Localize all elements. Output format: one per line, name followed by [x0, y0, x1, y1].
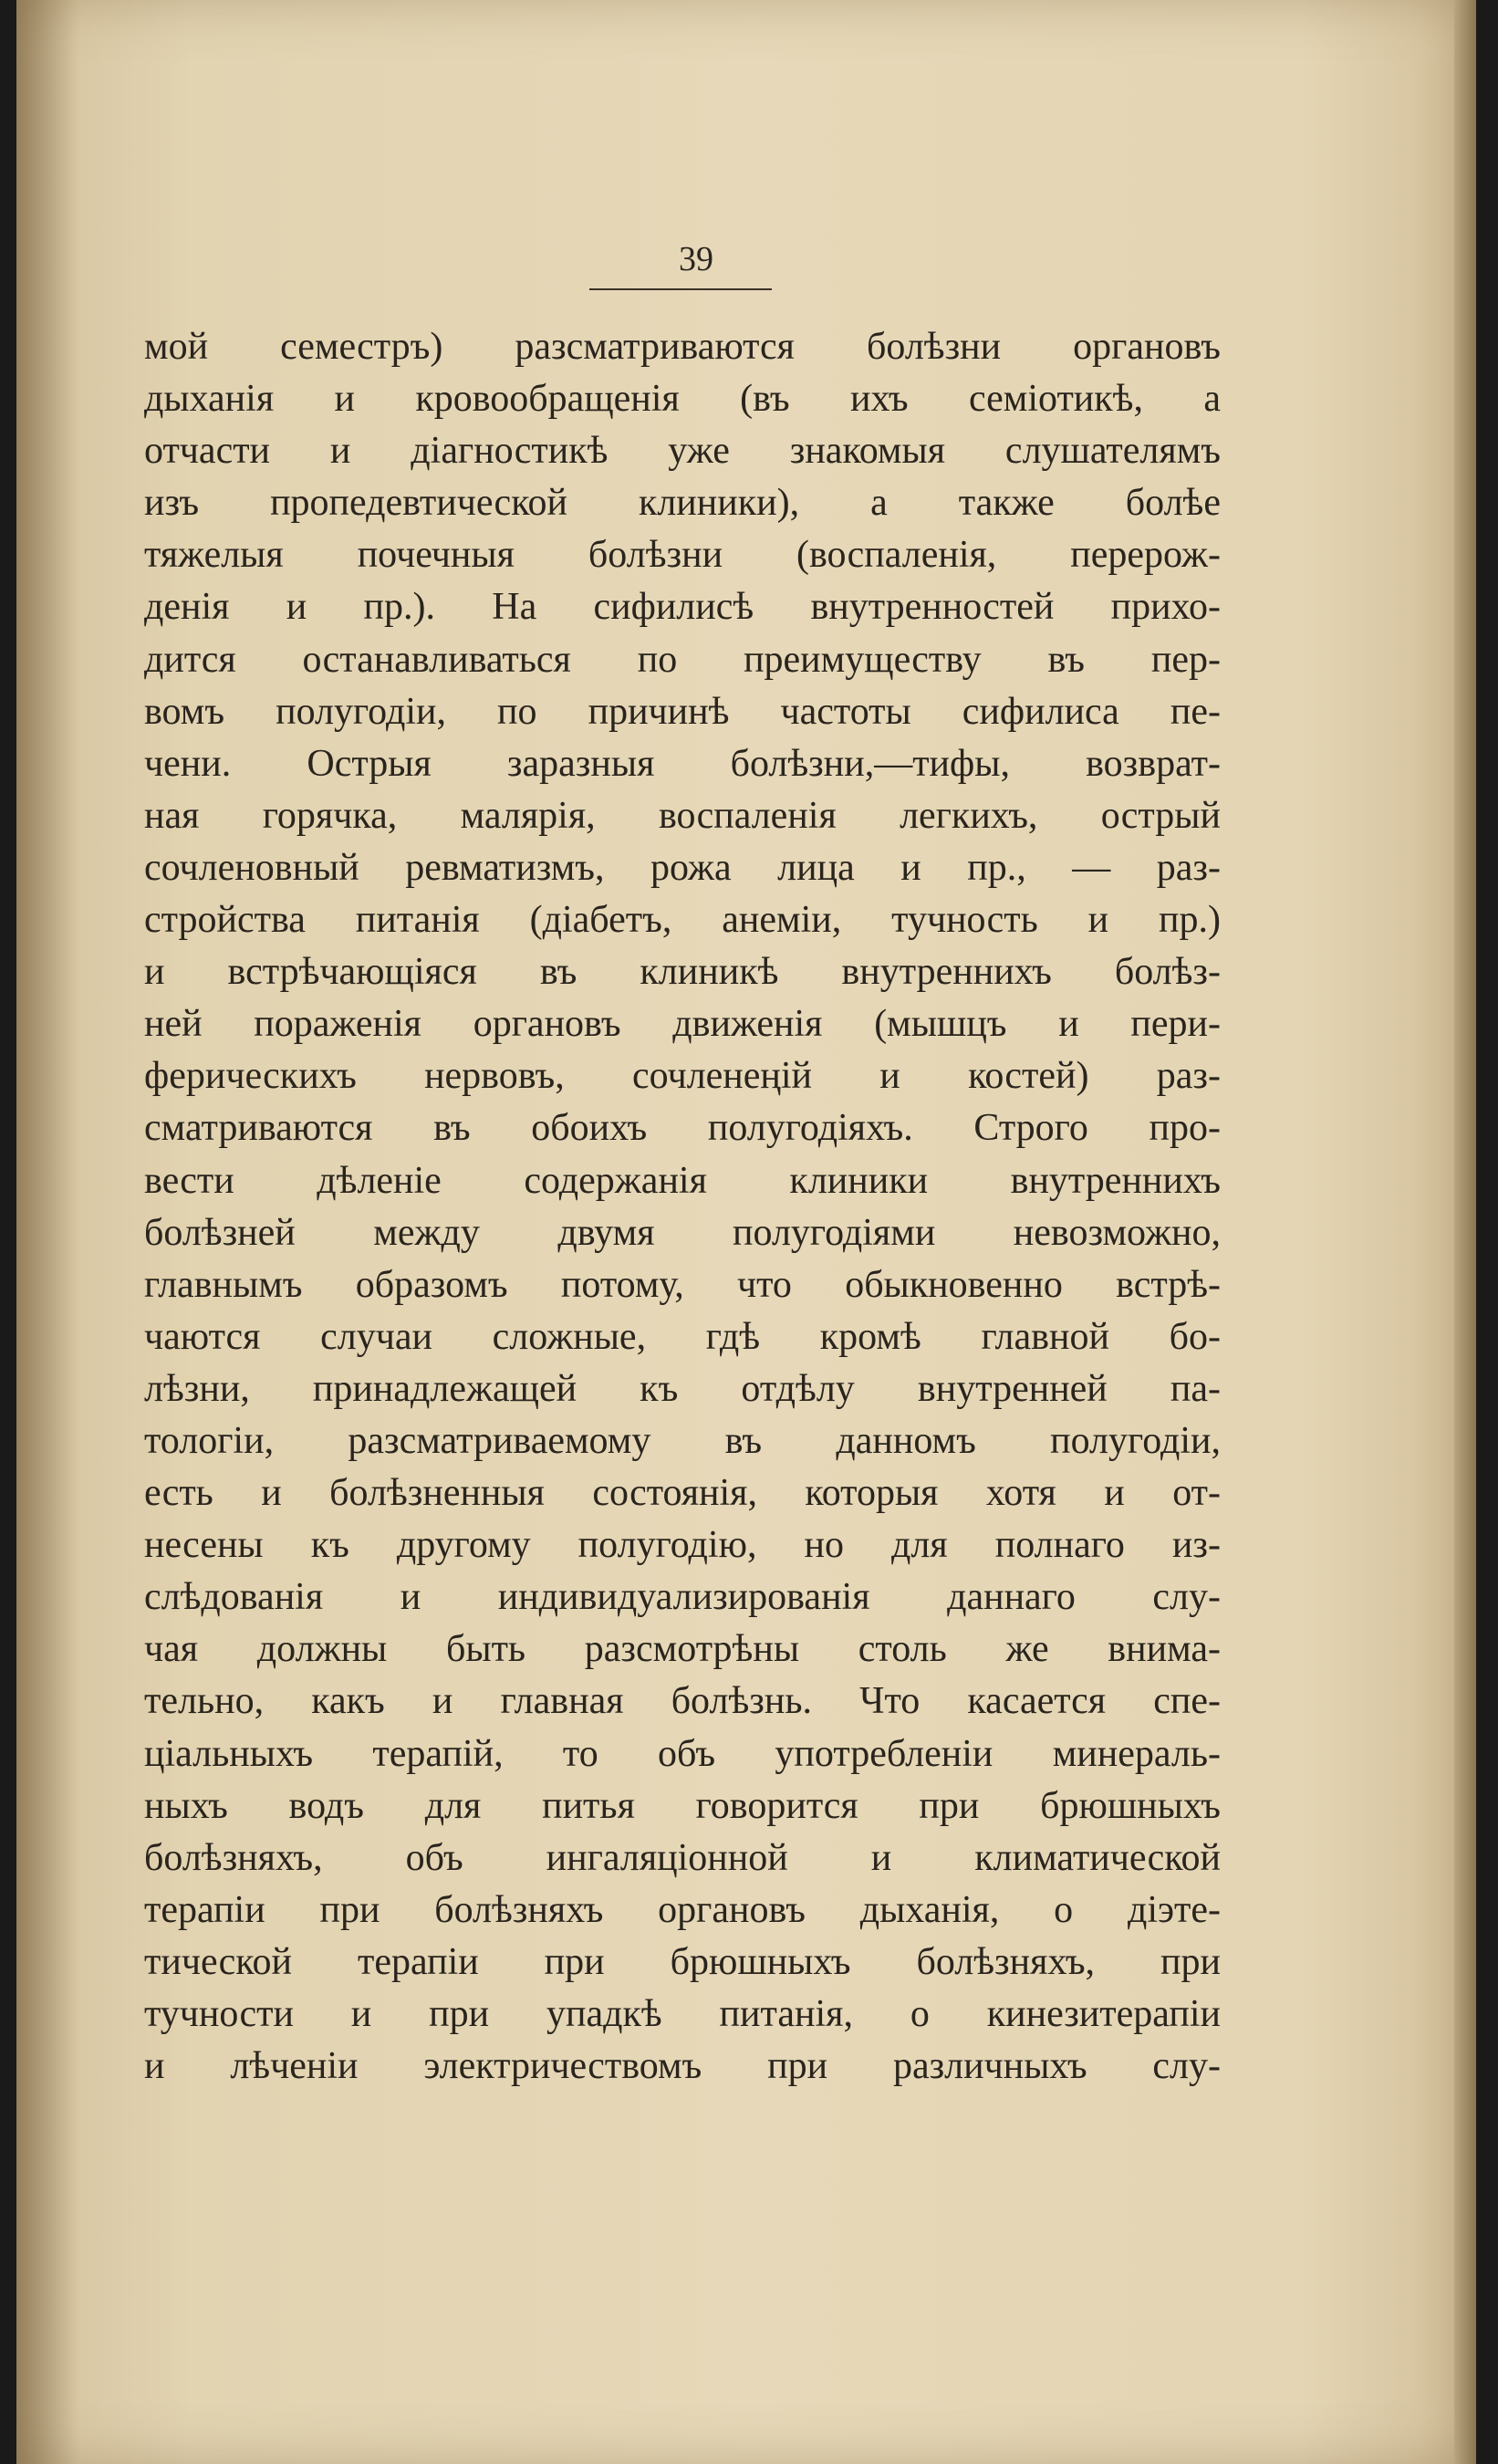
text-line: сочленовный ревматизмъ, рожа лица и пр., — раз- — [144, 846, 1221, 889]
text-line: чаются случаи сложные, гдѣ кромѣ главной бо- — [144, 1315, 1221, 1358]
text-line: лѣзни, принадлежащей къ отдѣлу внутренней па- — [144, 1367, 1221, 1410]
text-line: ціальныхъ терапій, то объ употребленіи минераль- — [144, 1732, 1221, 1775]
text-line: тельно, какъ и главная болѣзнь. Что касается спе- — [144, 1680, 1221, 1723]
binding-shadow — [16, 0, 80, 2464]
text-line: изъ пропедевтической клиники), а также болѣе — [144, 482, 1221, 525]
text-line: болѣзней между двумя полугодіями невозможно, — [144, 1211, 1221, 1254]
text-line: дыханія и кровообращенія (въ ихъ семіотикѣ, а — [144, 378, 1221, 421]
text-line: отчасти и діагностикѣ уже знакомыя слушателямъ — [144, 430, 1221, 473]
text-line: мой семестръ) разсматриваются болѣзни органовъ — [144, 326, 1221, 368]
text-line: чени. Острыя заразныя болѣзни,—тифы, возврат- — [144, 742, 1221, 785]
page-edge — [1454, 0, 1476, 2464]
text-line: и лѣченіи электричествомъ при различныхъ слу- — [144, 2045, 1221, 2088]
text-line: несены къ другому полугодію, но для полнаго из- — [144, 1524, 1221, 1567]
text-line: дится останавливаться по преимуществу въ пер- — [144, 638, 1221, 681]
text-line: вести дѣленіе содержанія клиники внутреннихъ — [144, 1159, 1221, 1202]
page-number-rule — [589, 288, 772, 290]
text-line: вомъ полугодіи, по причинѣ частоты сифилиса пе- — [144, 690, 1221, 733]
text-line: ная горячка, малярія, воспаленія легкихъ, острый — [144, 794, 1221, 837]
text-line: денія и пр.). На сифилисѣ внутренностей прихо- — [144, 586, 1221, 629]
text-line: тической терапіи при брюшныхъ болѣзняхъ, при — [144, 1940, 1221, 1983]
text-line: ней пораженія органовъ движенія (мышцъ и пери- — [144, 1003, 1221, 1046]
body-text — [144, 321, 1221, 2093]
book-page — [16, 0, 1476, 2464]
page-number: 39 — [679, 240, 713, 278]
text-line: есть и болѣзненныя состоянія, которыя хотя и от- — [144, 1472, 1221, 1515]
text-line: терапіи при болѣзняхъ органовъ дыханія, о діэте- — [144, 1888, 1221, 1931]
text-line: сматриваются въ обоихъ полугодіяхъ. Строго про- — [144, 1107, 1221, 1150]
text-line: слѣдованія и индивидуализированія даннаго слу- — [144, 1576, 1221, 1619]
text-line: болѣзняхъ, объ ингаляціонной и климатической — [144, 1836, 1221, 1879]
text-line: главнымъ образомъ потому, что обыкновенно встрѣ- — [144, 1263, 1221, 1306]
text-line: тяжелыя почечныя болѣзни (воспаленія, перерож- — [144, 534, 1221, 577]
text-line: ферическихъ нервовъ, сочленеңій и костей) раз- — [144, 1055, 1221, 1098]
text-line: чая должны быть разсмотрѣны столь же внима- — [144, 1628, 1221, 1671]
text-line: стройства питанія (діабетъ, анеміи, тучность и пр.) — [144, 899, 1221, 942]
text-line: тологіи, разсматриваемому въ данномъ полугодіи, — [144, 1419, 1221, 1462]
text-line: ныхъ водъ для питья говорится при брюшныхъ — [144, 1784, 1221, 1827]
text-line: и встрѣчающіяся въ клиникѣ внутреннихъ болѣз- — [144, 951, 1221, 994]
text-line: тучности и при упадкѣ питанія, о кинезитерапіи — [144, 1993, 1221, 2035]
